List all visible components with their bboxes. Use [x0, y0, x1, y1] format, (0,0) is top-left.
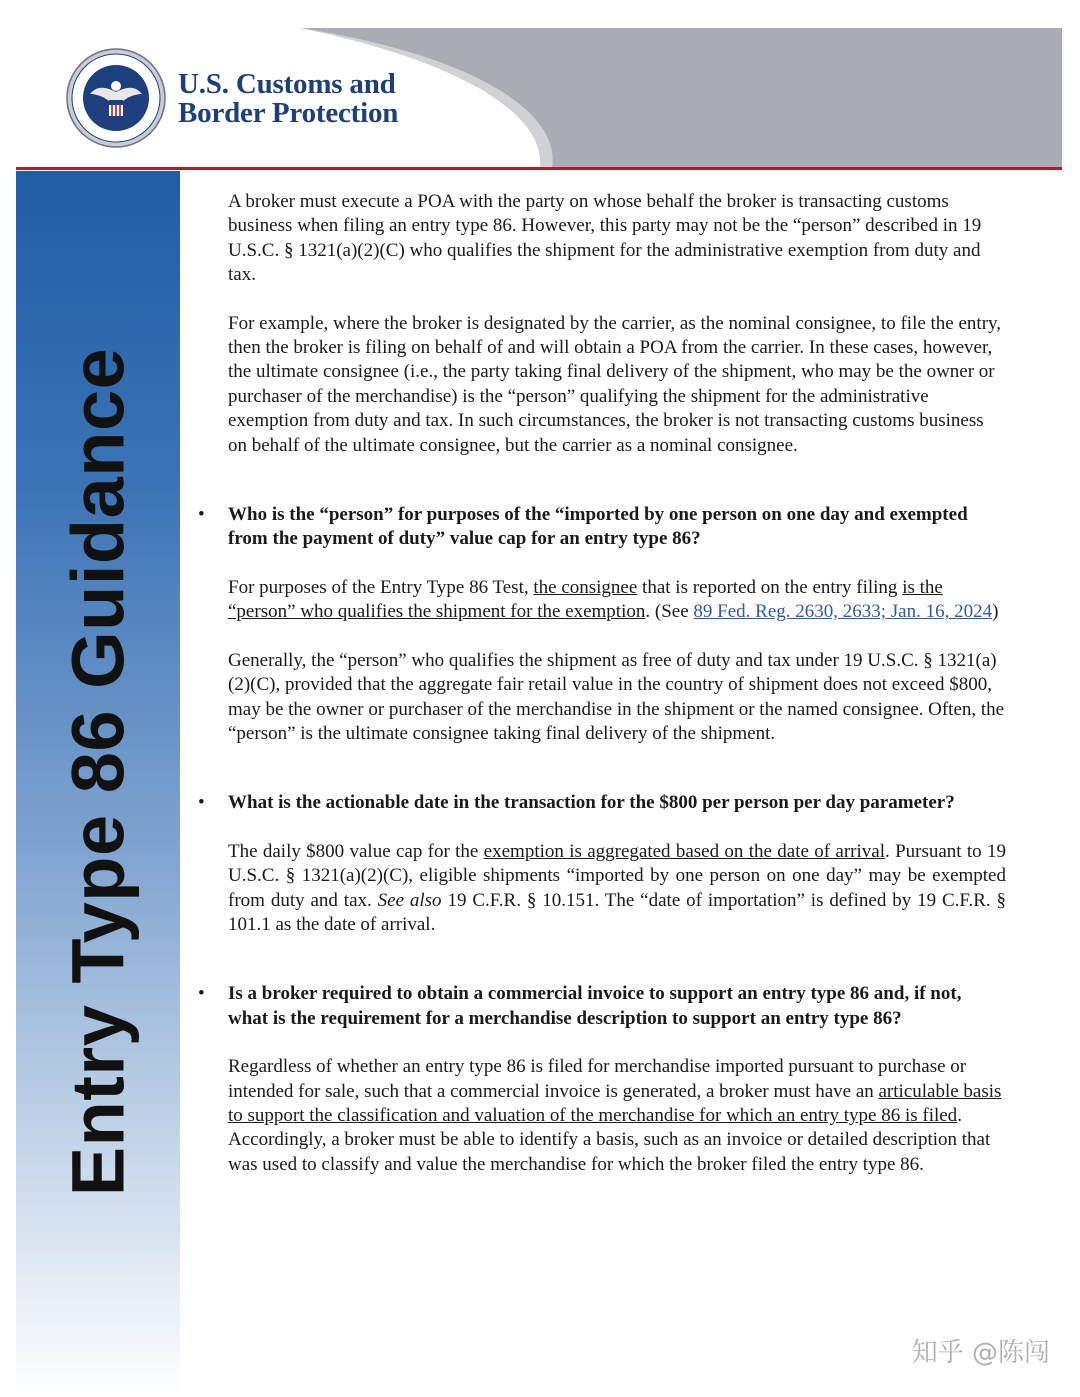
- answer-3-paragraph: [228, 1055, 1006, 1177]
- agency-name-line2: Border Protection: [178, 97, 399, 129]
- answer-1-paragraph-1: [228, 576, 1006, 625]
- question-2: [198, 791, 1006, 815]
- question-1: [198, 503, 1006, 552]
- underlined-text: exemption is aggregated based on the date of arrival: [483, 840, 885, 862]
- question-2-text: What is the actionable date in the transaction for the $800 per person per day parameter?: [228, 792, 955, 814]
- bullet-icon: •: [198, 983, 205, 1005]
- page-header: [0, 0, 1080, 172]
- question-1-text: Who is the “person” for purposes of the “imported by one person on one day and exempted from the payment of duty” value cap for an entry type 86?: [228, 504, 968, 550]
- italic-text: See also: [377, 889, 442, 911]
- answer-1-paragraph-2: Generally, the “person” who qualifies the shipment as free of duty and tax under 19 U.S.C. § 1321(a)(2)(C), provided that the aggregate fair retail value in the country of shipment does not exceed $800, may be the owner or purchaser of the merchandise in the shipment or the named consignee. Often, the “person” is the ultimate consignee taking final delivery of the shipment.: [228, 649, 1005, 744]
- agency-name-line1: U.S. Customs and: [178, 68, 396, 100]
- answer-text: For purposes of the Entry Type 86 Test,: [228, 576, 534, 598]
- agency-name: [178, 70, 398, 128]
- document-body: [198, 190, 1006, 1177]
- cbp-seal-icon: [66, 48, 166, 148]
- answer-text: ): [992, 601, 999, 623]
- question-3: [198, 982, 1006, 1031]
- answer-2-paragraph: [228, 840, 1006, 938]
- underlined-text: the consignee: [533, 576, 638, 598]
- intro-paragraph-2: For example, where the broker is designated by the carrier, as the nominal consignee, to file the entry, then the broker is filing on behalf of and will obtain a POA from the carrier. In these cases, however, the ultimate consignee (i.e., the party taking final delivery of the shipment, who may be the owner or purchaser of the merchandise) is the “person” qualifying the shipment for the administrative exemption from duty and tax. In such circumstances, the broker is not transacting customs business on behalf of the ultimate consignee, but the carrier as a nominal consignee.: [228, 312, 1002, 456]
- answer-text: . (See: [645, 601, 694, 623]
- answer-text: that is reported on the entry filing: [637, 576, 903, 598]
- answer-text: . Accordingly, a broker must be able to identify a basis, such as an invoice or detailed description that was used to classify and value the merchandise for which the broker filed the entry type 86.: [228, 1104, 991, 1175]
- bullet-icon: •: [198, 792, 205, 814]
- underlined-text: is the “person” who qualifies the shipment for the exemption: [228, 576, 943, 623]
- underlined-text: articulable basis to support the classification and valuation of the merchandise for which an entry type 86 is filed: [228, 1080, 1002, 1126]
- fed-reg-link[interactable]: 89 Fed. Reg. 2630, 2633; Jan. 16, 2024: [693, 601, 993, 623]
- sidebar-title: Entry Type 86 Guidance: [56, 347, 140, 1197]
- question-3-text: Is a broker required to obtain a commercial invoice to support an entry type 86 and, if not, what is the requirement for a merchandise description to support an entry type 86?: [228, 983, 962, 1029]
- header-divider: [16, 167, 1062, 170]
- answer-text: 19 C.F.R. § 10.151. The “date of importation” is defined by 19 C.F.R. § 101.1 as the date of arrival.: [228, 889, 1006, 935]
- bullet-icon: •: [198, 504, 205, 526]
- watermark: 知乎 @陈闯: [911, 1338, 1050, 1368]
- answer-text: The daily $800 value cap for the: [228, 840, 484, 862]
- answer-text: . Pursuant to 19 U.S.C. § 1321(a)(2)(C), eligible shipments “imported by one person on one day” may be exempted from duty and tax.: [228, 840, 1006, 911]
- intro-paragraph-1: A broker must execute a POA with the party on whose behalf the broker is transacting customs business when filing an entry type 86. However, this party may not be the “person” described in 19 U.S.C. § 1321(a)(2)(C) who qualifies the shipment for the administrative exemption from duty and tax.: [228, 191, 982, 286]
- answer-text: Regardless of whether an entry type 86 is filed for merchandise imported pursuant to purchase or intended for sale, such that a commercial invoice is generated, a broker must have an: [228, 1056, 967, 1102]
